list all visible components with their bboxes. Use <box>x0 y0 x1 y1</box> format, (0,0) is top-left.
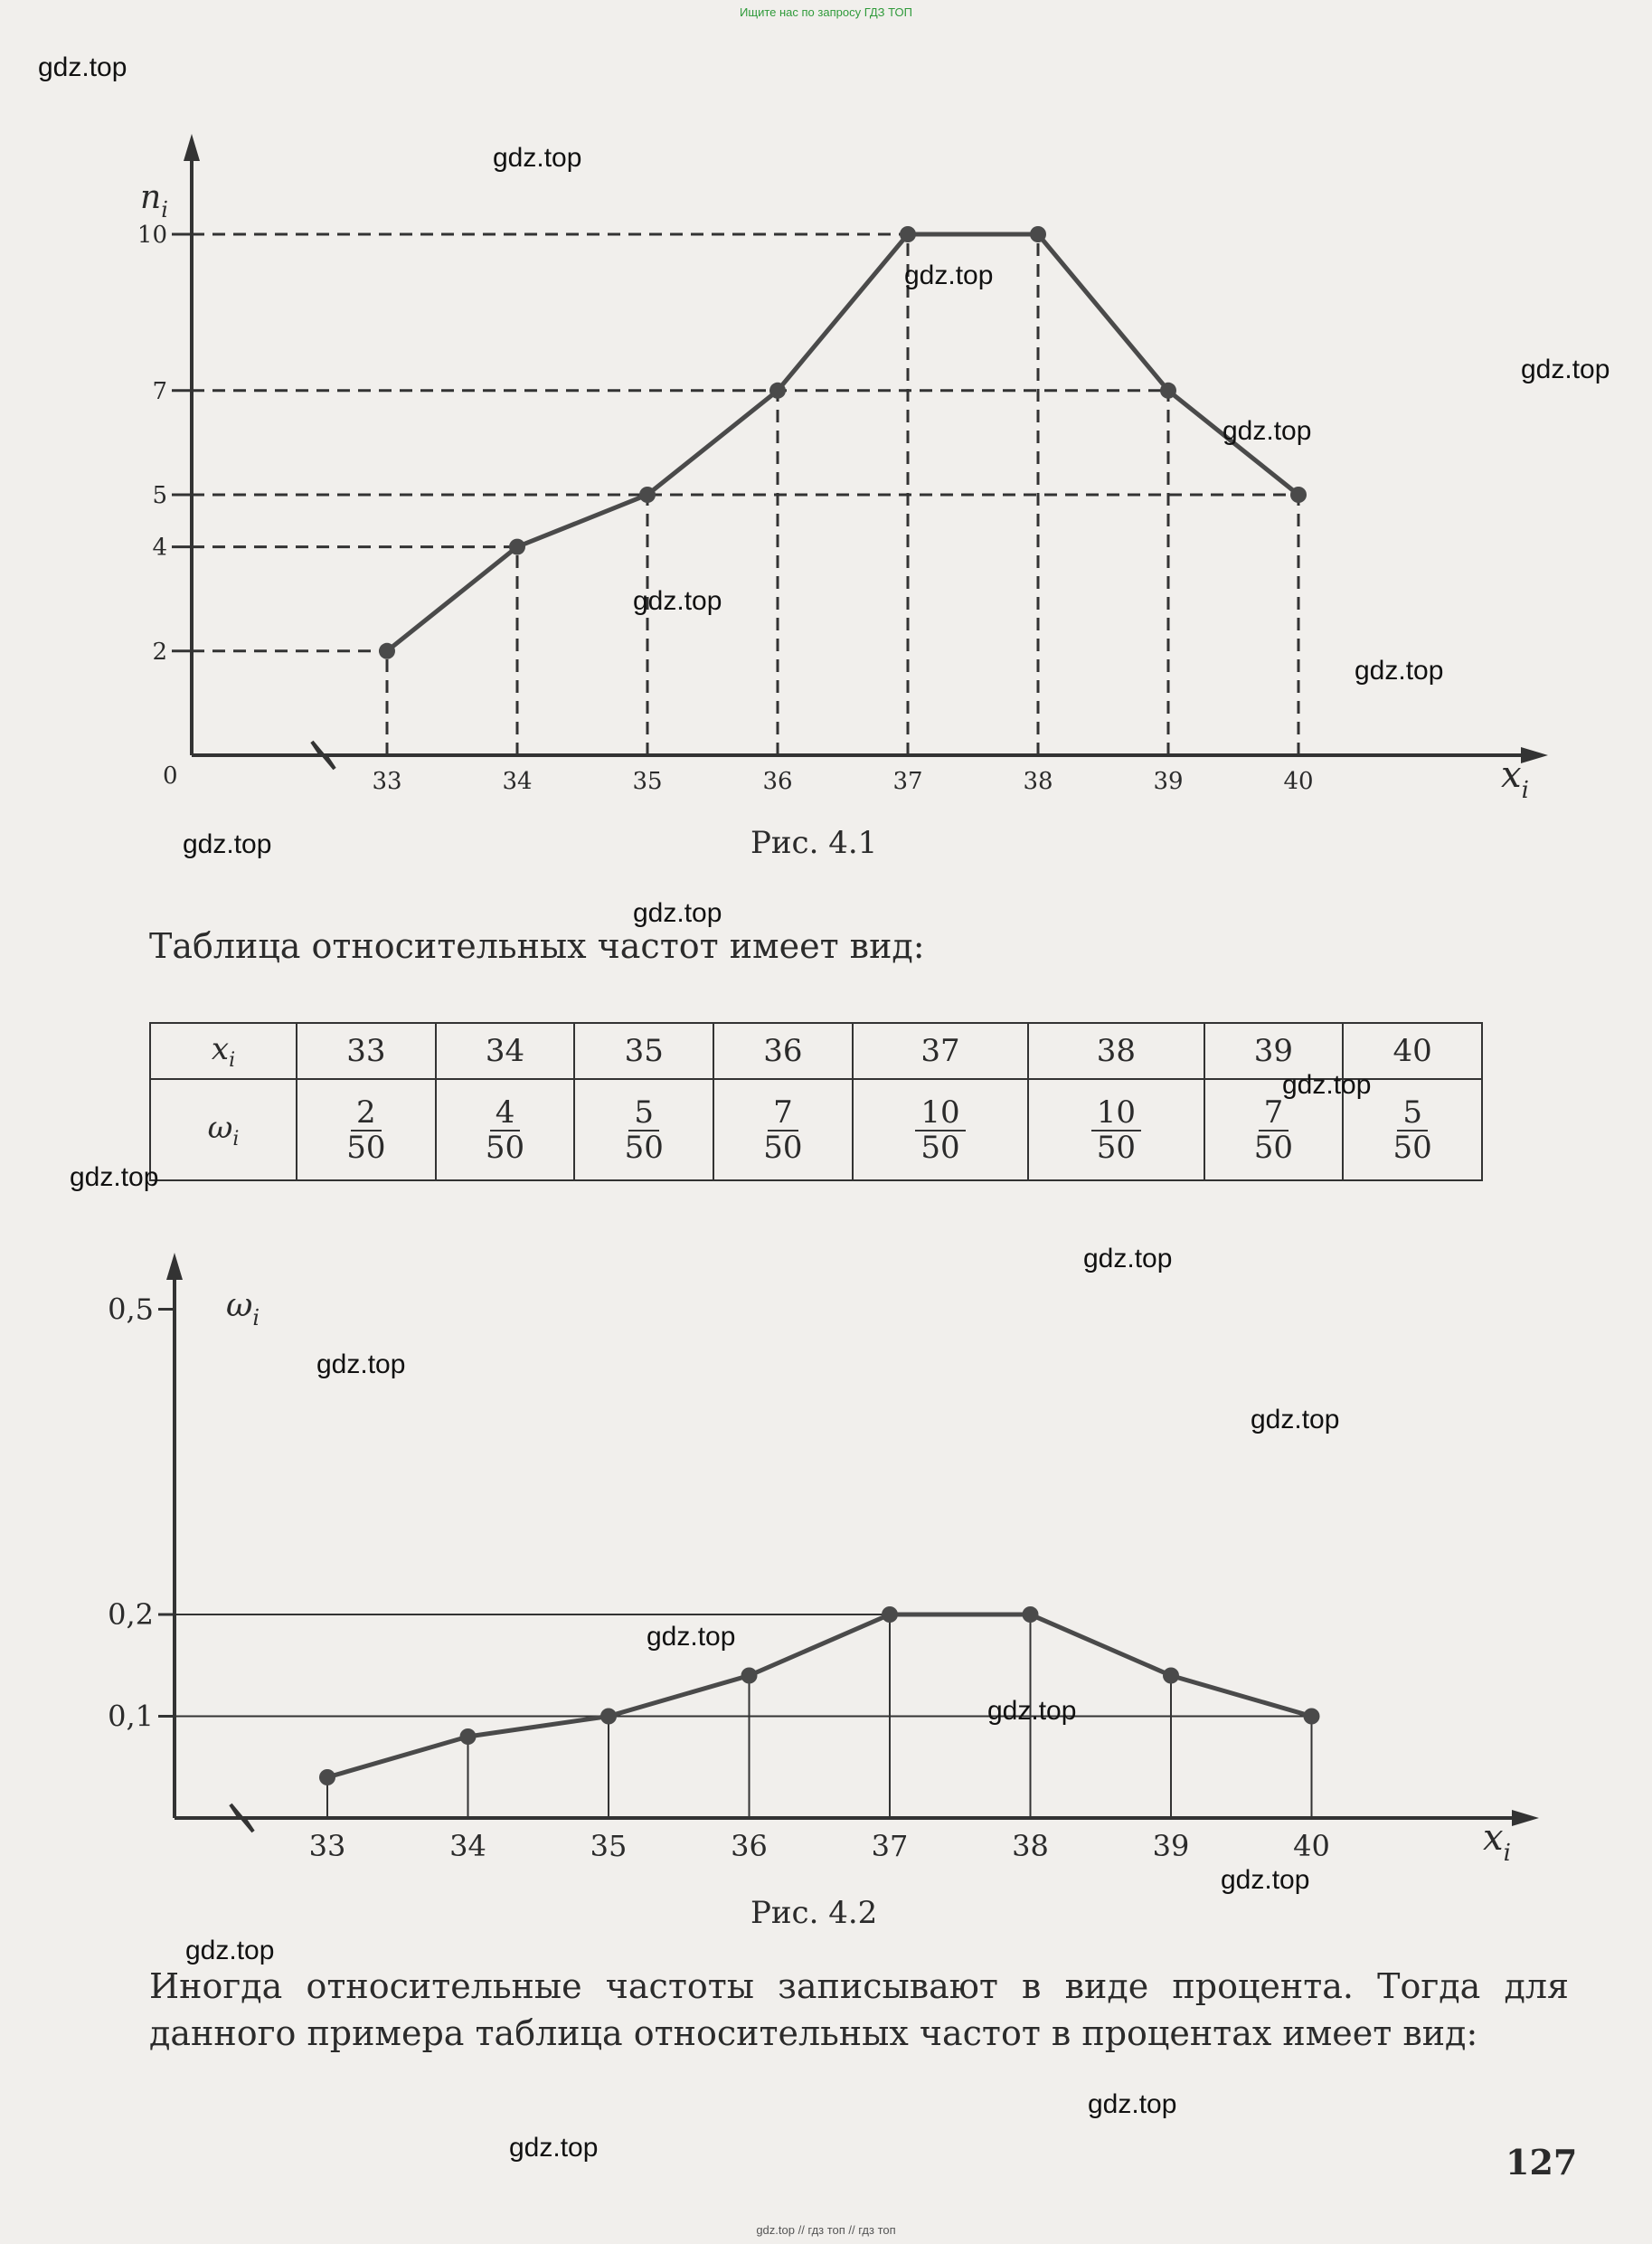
fig2-y-tick-label: 0,1 <box>108 1699 154 1734</box>
fig2-point <box>1023 1606 1039 1623</box>
fig2-point <box>882 1606 898 1623</box>
x-cell: 34 <box>436 1023 575 1079</box>
fig1-x-axis <box>192 742 1533 769</box>
fig1-x-tick-label: 39 <box>1153 768 1184 795</box>
watermark-link[interactable]: gdz.top <box>904 260 994 290</box>
fig2-point <box>1163 1668 1179 1684</box>
watermark-link[interactable]: gdz.top <box>183 829 272 859</box>
figure-4-1 <box>0 0 1652 868</box>
fraction-cell: $\frac{7}{50}$ <box>1204 1079 1344 1180</box>
fig1-x-tick-label: 38 <box>1023 768 1053 795</box>
fig1-guides <box>192 234 1298 755</box>
fig2-y-ticks <box>108 1292 175 1734</box>
fig1-point <box>509 539 525 555</box>
fig1-x-tick-label: 34 <box>502 768 533 795</box>
x-cell: 40 <box>1343 1023 1482 1079</box>
fig1-x-ticks <box>372 768 1313 795</box>
row-label-x: $x_i$ <box>150 1023 297 1079</box>
fig1-x-tick-label: 35 <box>632 768 663 795</box>
table-intro: Таблица относительных частот имеет вид: <box>149 926 925 966</box>
fraction-cell: $\frac{2}{50}$ <box>297 1079 436 1180</box>
fraction-cell: $\frac{5}{50}$ <box>574 1079 713 1180</box>
fig2-point <box>741 1668 758 1684</box>
fig2-x-tick-label: 39 <box>1152 1829 1190 1863</box>
fig2-polygon-line <box>327 1614 1312 1777</box>
watermark-link[interactable]: gdz.top <box>70 1162 159 1192</box>
fig2-guides <box>175 1614 1312 1818</box>
fig2-x-tick-label: 34 <box>449 1829 486 1863</box>
relative-frequency-table <box>149 1022 1483 1181</box>
x-cell: 39 <box>1204 1023 1344 1079</box>
fig1-point <box>639 487 656 503</box>
watermark-link[interactable]: gdz.top <box>633 586 722 616</box>
fig1-y-tick-label: 10 <box>137 222 167 249</box>
fig1-point <box>1030 226 1046 242</box>
watermark-link[interactable]: gdz.top <box>1521 355 1610 384</box>
fig2-x-ticks <box>309 1829 1330 1863</box>
fig2-points <box>319 1606 1320 1785</box>
fig1-y-tick-label: 7 <box>152 377 167 405</box>
watermark-link[interactable]: gdz.top <box>316 1349 406 1379</box>
watermark-link[interactable]: gdz.top <box>1083 1244 1173 1273</box>
fig2-x-tick-label: 36 <box>731 1829 768 1863</box>
fig2-y-tick-label: 0,5 <box>108 1292 154 1327</box>
fig2-y-arrow <box>166 1253 183 1280</box>
watermark-link[interactable]: gdz.top <box>1088 2089 1177 2119</box>
x-cell: 37 <box>853 1023 1028 1079</box>
paragraph-percent: Иногда относительные частоты записывают в виде процента. Тогда для данного примера таблица относительных частот в процентах имеет вид: <box>149 1966 1569 2053</box>
fraction-cell: $\frac{10}{50}$ <box>853 1079 1028 1180</box>
fig2-ylabel: $\omega_i$ <box>226 1287 260 1330</box>
fig2-caption: Рис. 4.2 <box>750 1895 878 1931</box>
watermark-link[interactable]: gdz.top <box>1222 416 1312 446</box>
fraction-cell: $\frac{5}{50}$ <box>1343 1079 1482 1180</box>
fig2-x-tick-label: 35 <box>590 1829 628 1863</box>
fig1-y-ticks <box>137 222 192 666</box>
fig2-point <box>600 1709 617 1725</box>
fig2-x-tick-label: 38 <box>1012 1829 1049 1863</box>
x-cell: 33 <box>297 1023 436 1079</box>
fig1-caption: Рис. 4.1 <box>750 825 878 861</box>
watermark-link[interactable]: gdz.top <box>509 2133 599 2163</box>
watermark-link[interactable]: gdz.top <box>1221 1865 1310 1895</box>
fig2-point <box>1304 1709 1320 1725</box>
fig1-xlabel: $x_i$ <box>1501 754 1529 804</box>
fraction-cell: $\frac{10}{50}$ <box>1028 1079 1204 1180</box>
watermark-link[interactable]: gdz.top <box>185 1936 275 1965</box>
fig1-x-tick-label: 36 <box>762 768 793 795</box>
watermark-link[interactable]: gdz.top <box>1355 656 1444 686</box>
fig1-x-tick-label: 40 <box>1283 768 1314 795</box>
bottom-banner[interactable]: gdz.top // гдз топ // гдз топ <box>756 2223 896 2237</box>
watermark-link[interactable]: gdz.top <box>1282 1070 1372 1100</box>
fig2-x-tick-label: 33 <box>308 1829 346 1863</box>
fig1-y-tick-label: 4 <box>152 534 167 562</box>
fig1-point <box>1160 383 1176 399</box>
fraction-cell: $\frac{4}{50}$ <box>436 1079 575 1180</box>
fig2-point <box>319 1769 335 1785</box>
watermark-link[interactable]: gdz.top <box>493 143 582 173</box>
fig2-series-line <box>327 1614 1312 1777</box>
fig1-point <box>769 383 786 399</box>
fig1-x-tick-label: 33 <box>372 768 402 795</box>
fig1-polygon-line <box>387 234 1298 651</box>
fig1-ylabel: $n_i$ <box>140 179 168 223</box>
fig2-x-tick-label: 37 <box>871 1829 909 1863</box>
row-label-omega: $\omega_i$ <box>150 1079 297 1180</box>
fig2-point <box>460 1728 477 1745</box>
fig2-y-tick-label: 0,2 <box>108 1597 154 1632</box>
fig1-x-tick-label: 37 <box>892 768 923 795</box>
fig2-xlabel: $x_i$ <box>1483 1817 1511 1867</box>
fig1-point <box>1290 487 1307 503</box>
watermark-link[interactable]: gdz.top <box>1251 1405 1340 1434</box>
fig2-x-tick-label: 40 <box>1293 1829 1330 1863</box>
x-cell: 38 <box>1028 1023 1204 1079</box>
watermark-link[interactable]: gdz.top <box>987 1696 1077 1726</box>
top-banner[interactable]: Ищите нас по запросу ГДЗ ТОП <box>740 5 912 19</box>
fig1-series-line <box>387 234 1298 651</box>
watermark-link[interactable]: gdz.top <box>647 1622 736 1652</box>
fig1-x-arrow <box>1521 747 1548 763</box>
fig2-x-arrow <box>1512 1810 1539 1826</box>
watermark-link[interactable]: gdz.top <box>633 898 722 928</box>
fig1-point <box>900 226 916 242</box>
fig1-point <box>379 643 395 659</box>
fig1-y-arrow <box>184 134 200 161</box>
page-number: 127 <box>1506 2142 1578 2182</box>
fig1-y-tick-label: 5 <box>152 482 167 509</box>
x-cell: 35 <box>574 1023 713 1079</box>
fraction-cell: $\frac{7}{50}$ <box>713 1079 853 1180</box>
watermark-link[interactable]: gdz.top <box>38 52 127 82</box>
fig2-x-axis <box>175 1804 1524 1832</box>
fig1-origin-label: 0 <box>163 762 178 790</box>
x-cell: 36 <box>713 1023 853 1079</box>
fig1-y-tick-label: 2 <box>152 638 167 666</box>
